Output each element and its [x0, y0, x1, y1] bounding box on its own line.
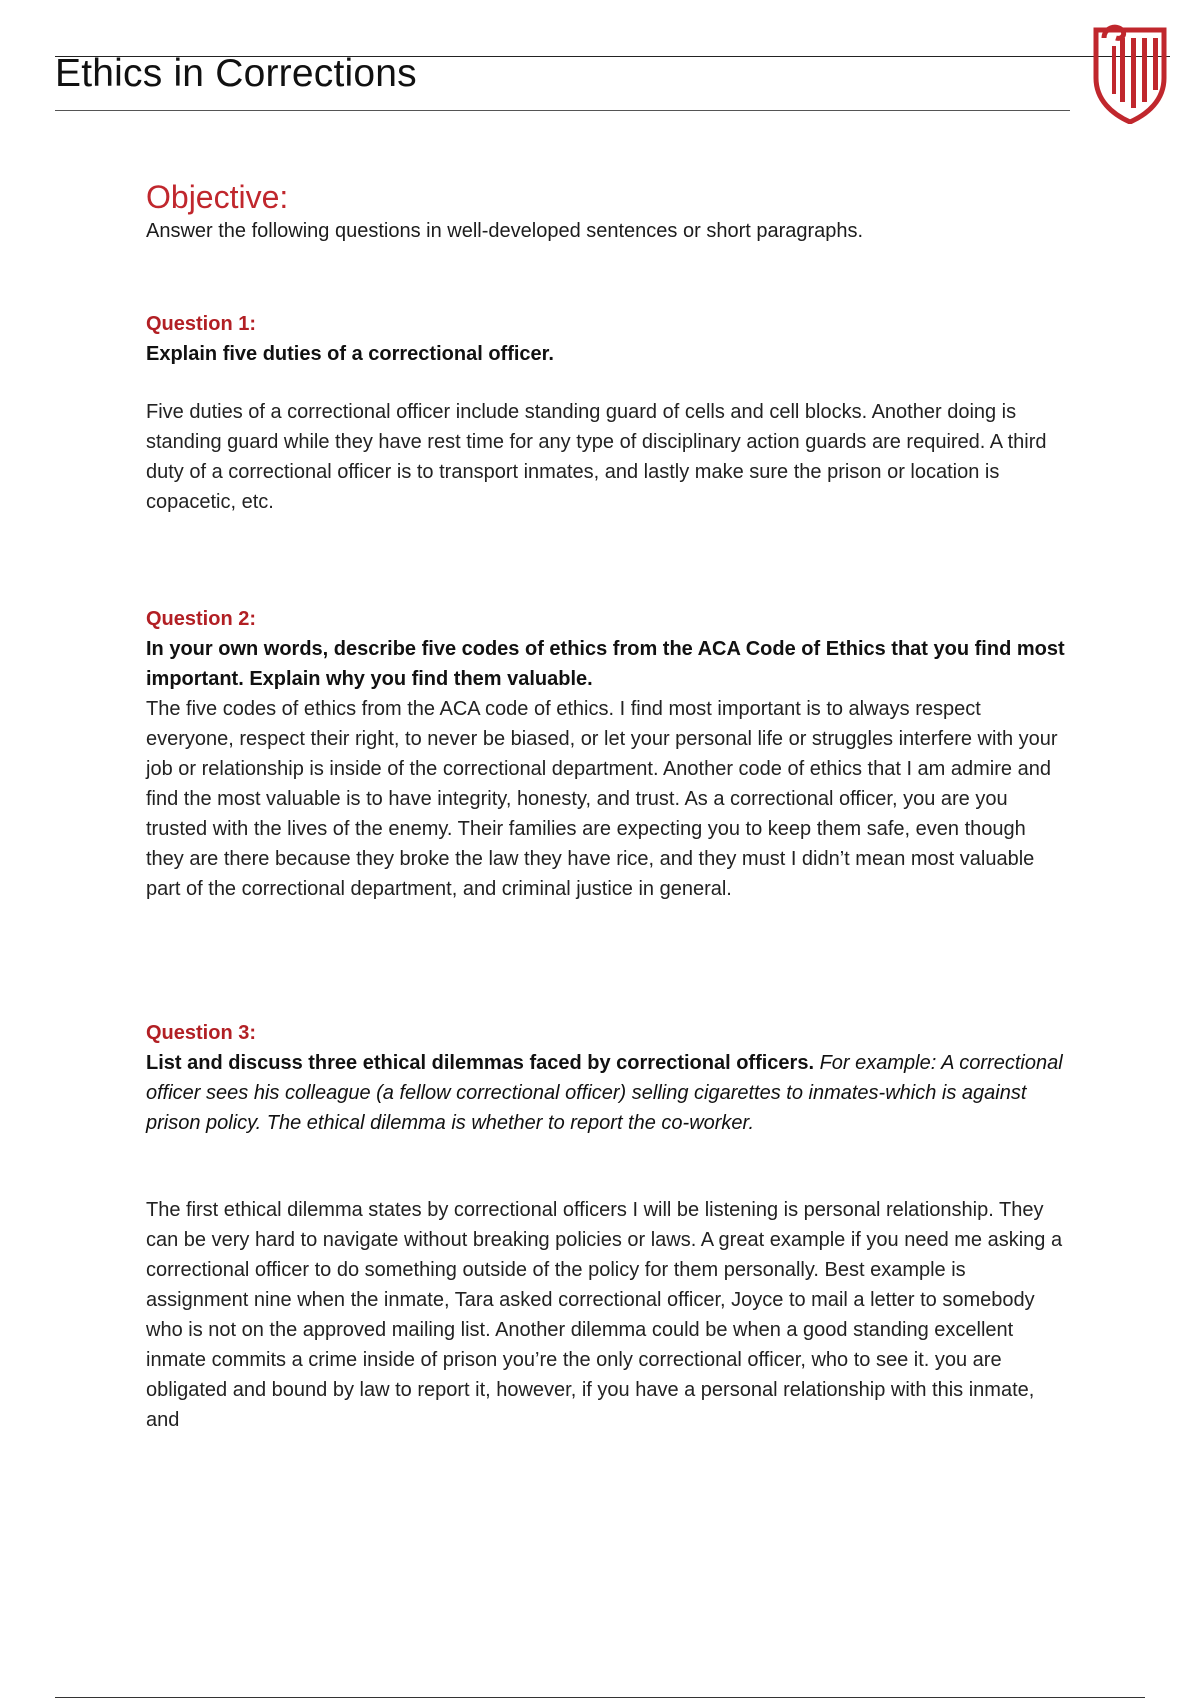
objective-text: Answer the following questions in well-developed sentences or short paragraphs.: [146, 220, 864, 242]
footer-rule: [55, 1697, 1145, 1698]
question-2-section: [146, 604, 1066, 904]
objective-section: [146, 178, 1066, 246]
question-3-prompt: List and discuss three ethical dilemmas faced by correctional officers.: [146, 1052, 815, 1074]
objective-heading: Objective:: [146, 179, 289, 215]
shield-logo-icon: [1090, 20, 1170, 124]
question-3-answer: The first ethical dilemma states by correctional officers I will be listening is personal relationship. They can be very hard to navigate without breaking policies or laws. A great example if you need me asking a correctional officer to do something outside of the policy for them personally. Best example is assignment nine when the inmate, Tara asked correctional officer, Joyce to mail a letter to somebody who is not on the approved mailing list. Another dilemma could be when a good standing excellent inmate commits a crime inside of prison you’re the only correctional officer, who to see it. you are obligated and bound by law to report it, however, if you have a personal relationship with this inmate, and: [146, 1199, 1063, 1431]
question-3-label: Question 3:: [146, 1022, 257, 1044]
question-3-prompt-block: [146, 1048, 1066, 1138]
question-3-example: For example: A correctional officer sees his colleague (a fellow correctional officer) selling cigarettes to inmates-which is against prison policy. The ethical dilemma is whether to report the co-worker.: [146, 1052, 1063, 1134]
question-1-answer-block: [146, 397, 1066, 517]
question-2-answer: The five codes of ethics from the ACA code of ethics. I find most important is to always respect everyone, respect their right, to never be biased, or let your personal life or struggles interfere with your job or relationship is inside of the correctional department. Another code of ethics that I am admire and find the most valuable is to have integrity, honesty, and trust. As a correctional officer, you are you trusted with the lives of the enemy. Their families are expecting you to keep them safe, even though they are there because they broke the law they have rice, and they must I didn’t mean most valuable part of the correctional department, and criminal justice in general.: [146, 698, 1058, 900]
question-1-section: [146, 309, 1066, 369]
question-1-label: Question 1:: [146, 313, 257, 335]
question-1-answer: Five duties of a correctional officer include standing guard of cells and cell blocks. Another doing is standing guard while they have rest time for any type of disciplinary action guards are required. A third duty of a correctional officer is to transport inmates, and lastly make sure the prison or location is copacetic, etc.: [146, 401, 1047, 513]
document-title: Ethics in Corrections: [55, 52, 417, 95]
question-3-section: [146, 1018, 1066, 1138]
question-2-prompt: In your own words, describe five codes of ethics from the ACA Code of Ethics that you find most important. Explain why you find them valuable.: [146, 638, 1065, 690]
question-3-answer-block: [146, 1195, 1066, 1435]
question-1-prompt: Explain five duties of a correctional officer.: [146, 343, 554, 365]
question-2-label: Question 2:: [146, 608, 257, 630]
header-bottom-rule: [55, 110, 1070, 111]
